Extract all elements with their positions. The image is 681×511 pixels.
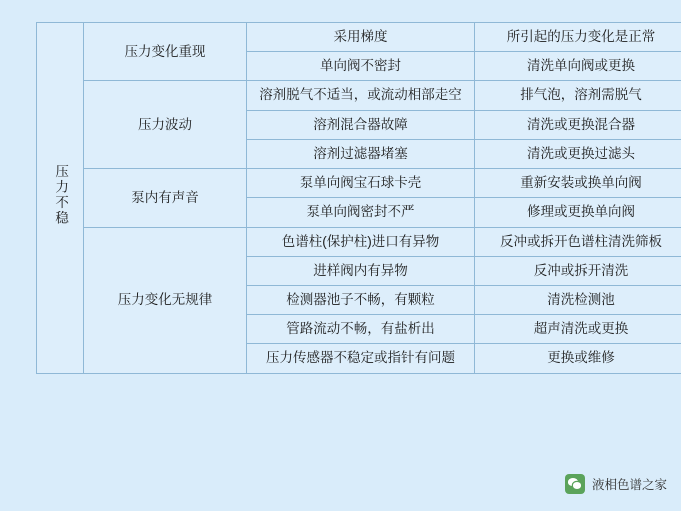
fix-cell: 反冲或拆开色谱柱清洗筛板 xyxy=(475,227,681,256)
troubleshooting-table-wrapper xyxy=(36,22,662,374)
cause-cell: 溶剂过滤器堵塞 xyxy=(247,139,475,168)
group-cell: 泵内有声音 xyxy=(84,169,247,227)
table-row xyxy=(37,23,681,52)
cause-cell: 泵单向阀宝石球卡壳 xyxy=(247,169,475,198)
fix-cell: 清洗单向阀或更换 xyxy=(475,52,681,81)
group-cell: 压力变化无规律 xyxy=(84,227,247,373)
fix-cell: 清洗或更换过滤头 xyxy=(475,139,681,168)
fix-cell: 修理或更换单向阀 xyxy=(475,198,681,227)
cause-cell: 采用梯度 xyxy=(247,23,475,52)
table-row xyxy=(37,227,681,256)
wechat-account-name: 液相色谱之家 xyxy=(591,478,667,492)
cause-cell: 检测器池子不畅，有颗粒 xyxy=(247,285,475,314)
troubleshooting-table xyxy=(36,22,681,374)
footer xyxy=(0,466,681,511)
fix-cell: 所引起的压力变化是正常 xyxy=(475,23,681,52)
cause-cell: 溶剂脱气不适当，或流动相部走空 xyxy=(247,81,475,110)
table-row xyxy=(37,169,681,198)
cause-cell: 管路流动不畅，有盐析出 xyxy=(247,315,475,344)
group-cell: 压力波动 xyxy=(84,81,247,169)
cause-cell: 压力传感器不稳定或指针有问题 xyxy=(247,344,475,373)
table-row xyxy=(37,81,681,110)
fix-cell: 重新安装或换单向阀 xyxy=(475,169,681,198)
fix-cell: 反冲或拆开清洗 xyxy=(475,256,681,285)
fix-cell: 清洗检测池 xyxy=(475,285,681,314)
category-label: 压力不稳 xyxy=(53,164,69,227)
cause-cell: 单向阀不密封 xyxy=(247,52,475,81)
fix-cell: 排气泡，溶剂需脱气 xyxy=(475,81,681,110)
group-cell: 压力变化重现 xyxy=(84,23,247,81)
fix-cell: 超声清洗或更换 xyxy=(475,315,681,344)
cause-cell: 色谱柱(保护柱)进口有异物 xyxy=(247,227,475,256)
cause-cell: 溶剂混合器故障 xyxy=(247,110,475,139)
cause-cell: 泵单向阀密封不严 xyxy=(247,198,475,227)
fix-cell: 更换或维修 xyxy=(475,344,681,373)
wechat-icon xyxy=(565,474,585,494)
cause-cell: 进样阀内有异物 xyxy=(247,256,475,285)
category-cell xyxy=(37,23,84,374)
wechat-account-badge xyxy=(565,474,667,494)
fix-cell: 清洗或更换混合器 xyxy=(475,110,681,139)
